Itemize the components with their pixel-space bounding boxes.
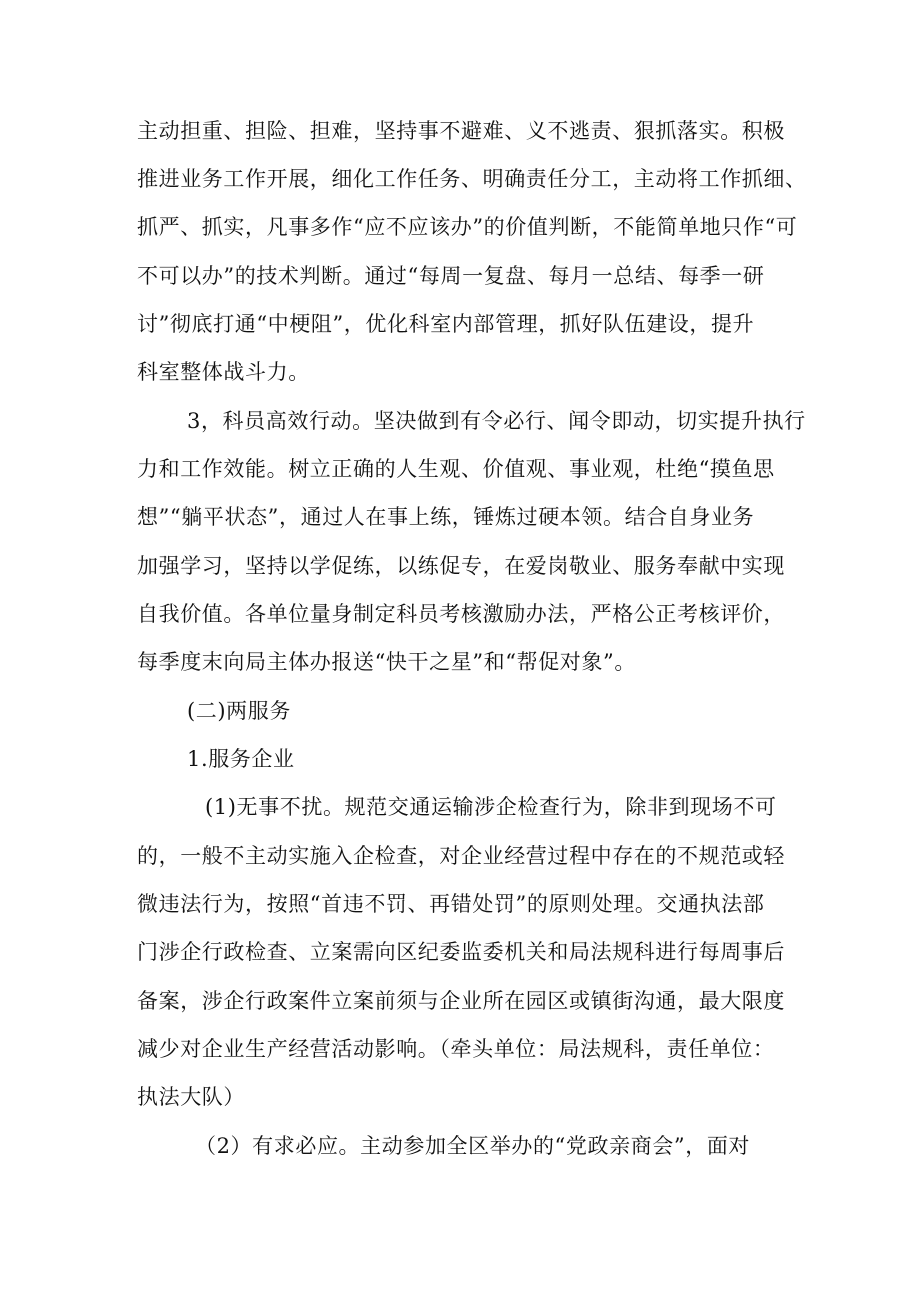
text-line: 执法大队）: [137, 1085, 245, 1109]
text-line: 想”“躺平状态”，通过人在事上练，锤炼过硬本领。结合自身业务: [137, 505, 755, 529]
text-line: 力和工作效能。树立正确的人生观、价值观、事业观，杜绝“摸鱼思: [137, 457, 775, 481]
text-line: 每季度末向局主体办报送“快干之星”和“帮促对象”。: [137, 650, 636, 674]
text-line: (1)无事不扰。规范交通运输涉企检查行为，除非到现场不可: [205, 795, 777, 819]
text-line: 3，科员高效行动。坚决做到有令必行、闻令即动，切实提升执行: [187, 409, 806, 433]
text-line: 的，一般不主动实施入企检查，对企业经营过程中存在的不规范或轻: [137, 844, 785, 868]
text-line: 加强学习，坚持以学促练，以练促专，在爱岗敬业、服务奉献中实现: [137, 554, 785, 578]
text-line: 减少对企业生产经营活动影响。（牵头单位：局法规科，责任单位：: [137, 1037, 775, 1061]
text-line: 讨”彻底打通“中梗阻”，优化科室内部管理，抓好队伍建设，提升: [137, 312, 755, 336]
text-line: 主动担重、担险、担难，坚持事不避难、义不逃责、狠抓落实。积极: [137, 119, 785, 143]
section-heading: (二)两服务: [187, 699, 291, 723]
text-line: 不可以办”的技术判断。通过“每周一复盘、每月一总结、每季一研: [137, 264, 765, 288]
subsection-heading: 1.服务企业: [187, 747, 295, 771]
text-line: 门涉企行政检查、立案需向区纪委监委机关和局法规科进行每周事后: [137, 940, 785, 964]
text-line: 科室整体战斗力。: [137, 360, 310, 384]
text-line: 备案，涉企行政案件立案前须与企业所在园区或镇街沟通，最大限度: [137, 989, 785, 1013]
text-line: 微违法行为，按照“首违不罚、再错处罚”的原则处理。交通执法部: [137, 892, 765, 916]
text-line: 自我价值。各单位量身制定科员考核激励办法，严格公正考核评价，: [137, 602, 785, 626]
text-line: 推进业务工作开展，细化工作任务、明确责任分工，主动将工作抓细、: [137, 167, 807, 191]
text-line: （2）有求必应。主动参加全区举办的“党政亲商会”，面对: [195, 1134, 751, 1158]
text-line: 抓严、抓实，凡事多作“应不应该办”的价值判断，不能简单地只作“可: [137, 215, 798, 239]
